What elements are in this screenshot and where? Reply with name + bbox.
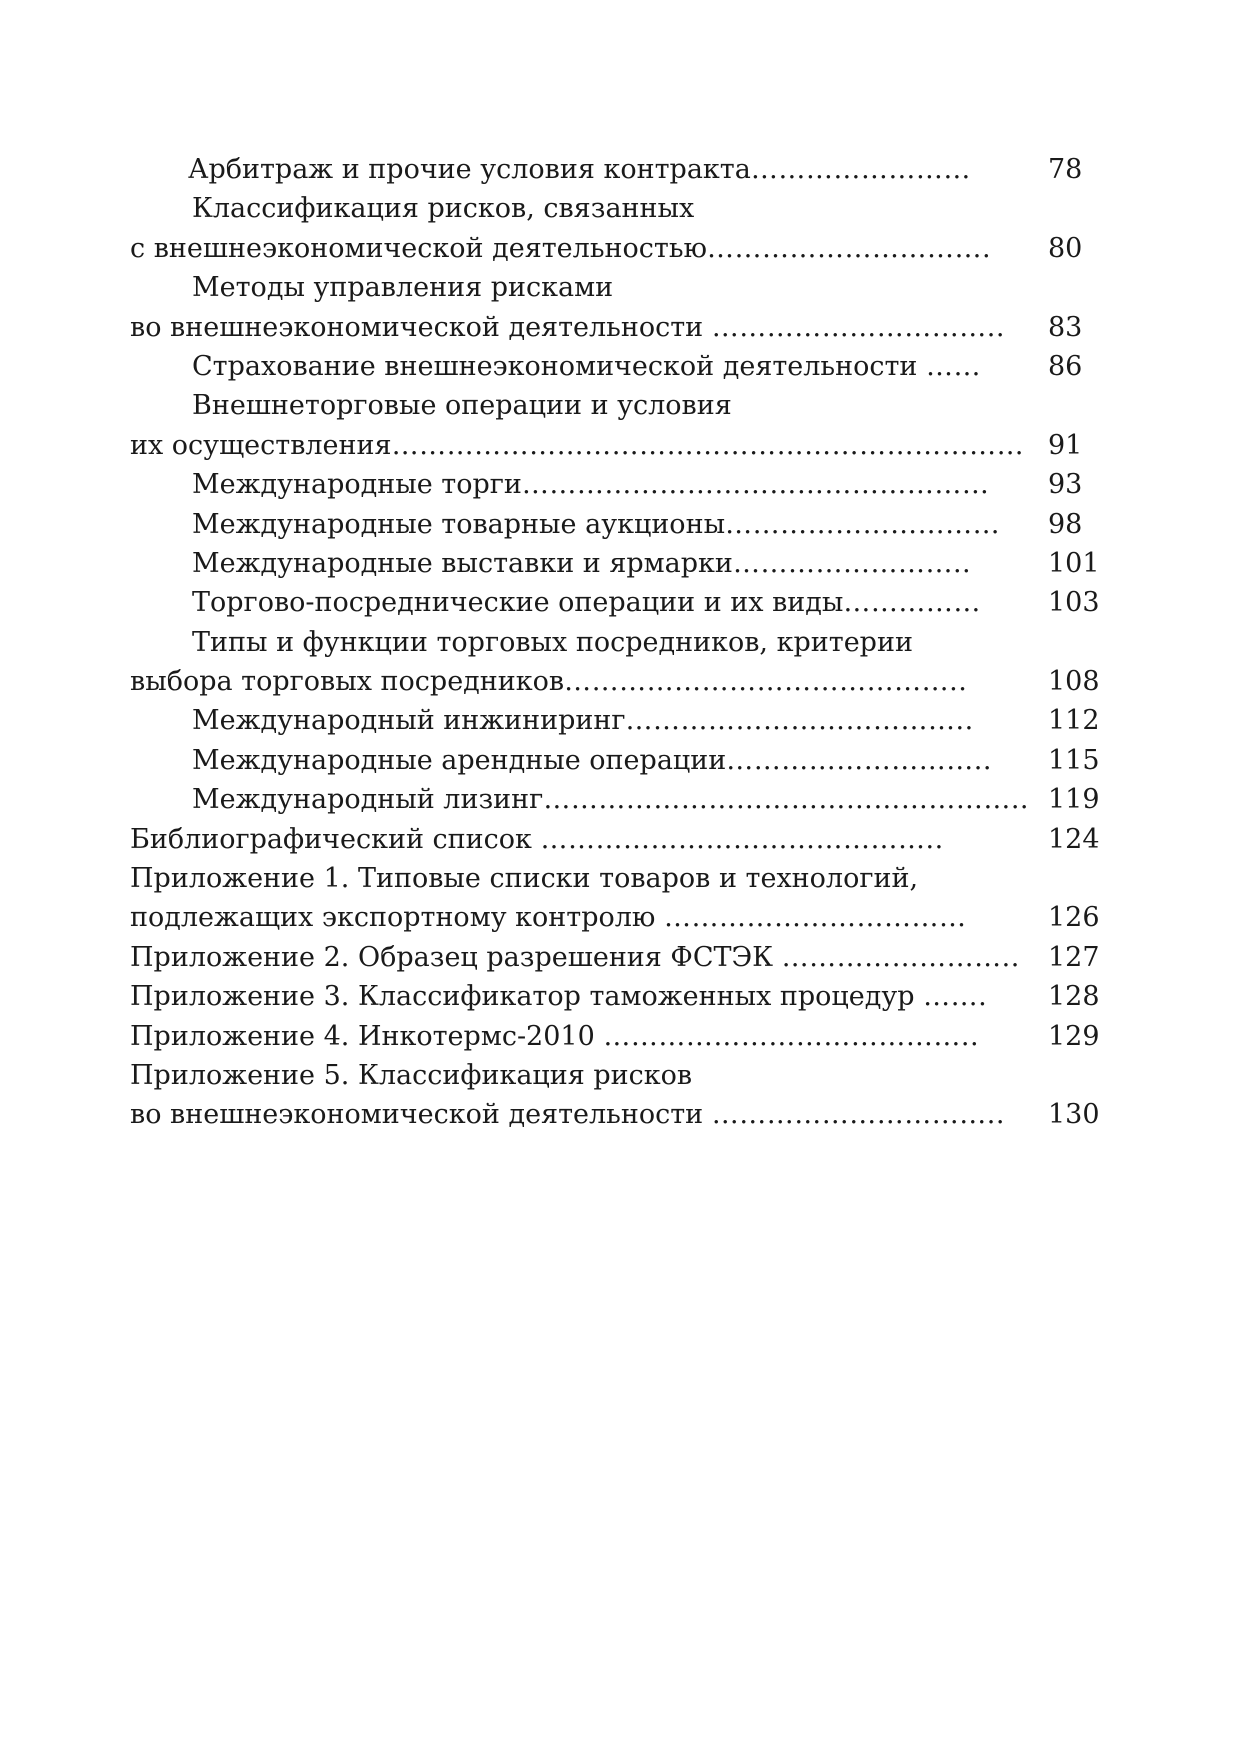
toc-line	[130, 268, 1110, 307]
toc-entry-text: Международные торги……………………………………………	[192, 469, 990, 501]
toc-line	[130, 347, 1110, 386]
toc-page-number: 86	[1048, 350, 1083, 382]
toc-page-number: 128	[1048, 981, 1100, 1013]
toc-page-number: 119	[1048, 784, 1100, 816]
toc-line	[130, 189, 1110, 228]
toc-line	[130, 701, 1110, 740]
toc-line	[130, 623, 1110, 662]
toc-page-number: 83	[1048, 311, 1083, 343]
toc-entry-text: Библиографический список ……………………………………..	[130, 823, 944, 855]
toc-entry-text: во внешнеэкономической деятельности …………………………..	[130, 311, 1005, 343]
toc-page-number: 127	[1048, 941, 1100, 973]
toc-page-number: 91	[1048, 429, 1083, 461]
toc-page-number: 126	[1048, 902, 1100, 934]
toc-line	[130, 938, 1110, 977]
toc-page-number: 129	[1048, 1020, 1100, 1052]
toc-line	[130, 505, 1110, 544]
toc-page-number: 130	[1048, 1099, 1100, 1131]
toc-entry-text: Арбитраж и прочие условия контракта……………………	[188, 154, 971, 185]
toc-line	[130, 1017, 1110, 1056]
toc-entry-text: Приложение 2. Образец разрешения ФСТЭК ……………………..	[130, 941, 1020, 973]
toc-line	[130, 229, 1110, 268]
toc-entry-text: Международный инжиниринг………………………………..	[192, 705, 974, 737]
toc-line	[130, 426, 1110, 465]
toc-line	[130, 741, 1110, 780]
toc-entry-text: Внешнеторговые операции и условия	[192, 390, 732, 422]
toc-line	[130, 386, 1110, 425]
toc-line	[130, 150, 1110, 189]
toc-line	[130, 780, 1110, 819]
toc-entry-text: подлежащих экспортному контролю ……………………………	[130, 902, 967, 934]
toc-page-number: 112	[1048, 705, 1100, 737]
toc-line	[130, 977, 1110, 1016]
toc-entry-text: Международные арендные операции………………………..	[192, 744, 992, 776]
toc-page-number: 93	[1048, 469, 1083, 501]
toc-line	[130, 1095, 1110, 1134]
toc-page-number: 124	[1048, 823, 1100, 855]
toc-entry-text: их осуществления……………………………………………………………	[130, 429, 1025, 461]
toc-page-number: 80	[1048, 232, 1083, 264]
toc-entry-text: Классификация рисков, связанных	[192, 193, 695, 225]
toc-entry-text: Приложение 4. Инкотермс-2010 …………………………………..	[130, 1020, 980, 1052]
toc-entry-text: Приложение 1. Типовые списки товаров и технологий,	[130, 863, 919, 895]
toc-line	[130, 465, 1110, 504]
toc-entry-text: Приложение 5. Классификация рисков	[130, 1059, 693, 1091]
toc-page-number: 98	[1048, 508, 1083, 540]
toc-entry-text: Торгово-посреднические операции и их виды……………	[192, 587, 981, 619]
toc-line	[130, 308, 1110, 347]
toc-line	[130, 544, 1110, 583]
toc-page-number: 115	[1048, 744, 1100, 776]
toc-entry-text: Международные выставки и ярмарки……………………..	[192, 547, 972, 579]
toc-entry-text: Типы и функции торговых посредников, критерии	[192, 626, 913, 658]
toc-entry-text: выбора торговых посредников……………………………………..	[130, 666, 968, 698]
toc-line	[130, 662, 1110, 701]
toc-line	[130, 898, 1110, 937]
toc-entry-text: во внешнеэкономической деятельности …………………………..	[130, 1099, 1005, 1131]
toc-entry-text: с внешнеэкономической деятельностью………………………….	[130, 232, 992, 264]
toc-line	[130, 820, 1110, 859]
toc-page-number: 101	[1048, 547, 1100, 579]
toc-entry-text: Приложение 3. Классификатор таможенных процедур …….	[130, 981, 988, 1013]
toc-page-number: 78	[1048, 154, 1083, 185]
toc-entry-text: Страхование внешнеэкономической деятельности ……	[192, 350, 982, 382]
toc-entry-text: Международные товарные аукционы…………………………	[192, 508, 1001, 540]
toc-page-number: 108	[1048, 666, 1100, 698]
toc-page-number: 103	[1048, 587, 1100, 619]
toc-entry-text: Международный лизинг……………………………………………..	[192, 784, 1029, 816]
toc-line	[130, 859, 1110, 898]
toc-entry-text: Методы управления рисками	[192, 272, 614, 304]
table-of-contents	[130, 150, 1110, 1135]
toc-line	[130, 1056, 1110, 1095]
toc-line	[130, 583, 1110, 622]
